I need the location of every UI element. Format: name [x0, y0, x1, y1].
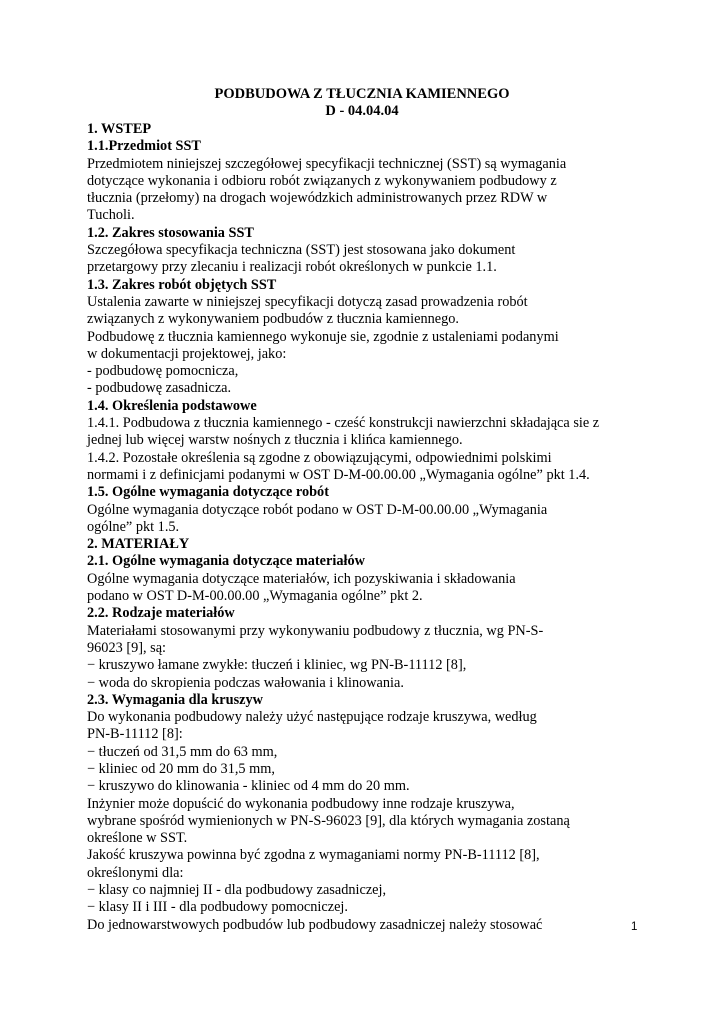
body-text-line: ogólne” pkt 1.5.: [87, 518, 180, 535]
body-text-line: - podbudowę zasadnicza.: [87, 380, 232, 397]
body-text-line: jednej lub więcej warstw nośnych z tłucznia i klińca kamiennego.: [87, 432, 463, 449]
document-title: PODBUDOWA Z TŁUCZNIA KAMIENNEGO: [214, 86, 510, 102]
body-text-line: Ogólne wymagania dotyczące materiałów, ich pozyskiwania i składowania: [87, 570, 516, 587]
body-text-line: Inżynier może dopuścić do wykonania podbudowy inne rodzaje kruszywa,: [87, 795, 515, 812]
body-text-line: Jakość kruszywa powinna być zgodna z wymaganiami normy PN-B-11112 [8],: [87, 847, 540, 864]
section-heading: 1. WSTEP: [87, 121, 152, 137]
body-text-line: Szczegółowa specyfikacja techniczna (SST) jest stosowana jako dokument: [87, 242, 516, 259]
page-number: 1: [631, 921, 638, 933]
body-text-line: tłucznia (przełomy) na drogach wojewódzkich administrowanych przez RDW w: [87, 190, 548, 207]
body-text-line: Do wykonania podbudowy należy użyć następujące rodzaje kruszywa, według: [87, 709, 537, 726]
body-text-line: Podbudowę z tłucznia kamiennego wykonuje sie, zgodnie z ustaleniami podanymi: [87, 328, 559, 345]
section-heading: 2.2. Rodzaje materiałów: [87, 605, 235, 622]
document-code: D - 04.04.04: [325, 103, 399, 120]
body-text-line: − kruszywo łamane zwykłe: tłuczeń i kliniec, wg PN-B-11112 [8],: [87, 657, 467, 674]
body-text-line: 1.4.2. Pozostałe określenia są zgodne z obowiązującymi, odpowiednimi polskimi: [87, 449, 552, 466]
body-text-line: Ustalenia zawarte w niniejszej specyfikacji dotyczą zasad prowadzenia robót: [87, 293, 528, 310]
section-heading: 2.3. Wymagania dla kruszyw: [87, 691, 263, 708]
body-text-line: Materiałami stosowanymi przy wykonywaniu podbudowy z tłucznia, wg PN-S-: [87, 622, 544, 639]
section-heading: 1.5. Ogólne wymagania dotyczące robót: [87, 484, 329, 501]
body-text-line: normami i z definicjami podanymi w OST D-M-00.00.00 „Wymagania ogólne” pkt 1.4.: [87, 466, 590, 483]
section-heading: 2. MATERIAŁY: [87, 536, 190, 553]
title-block: [0, 86, 724, 121]
body-text-line: w dokumentacji projektowej, jako:: [87, 345, 287, 362]
body-text-line: dotyczące wykonania i odbioru robót związanych z wykonywaniem podbudowy z: [87, 172, 557, 189]
section-heading: 1.1.Przedmiot SST: [87, 138, 201, 155]
document-body: [87, 121, 627, 934]
body-text-line: związanych z wykonywaniem podbudów z tłucznia kamiennego.: [87, 311, 459, 328]
body-text-line: przetargowy przy zlecaniu i realizacji robót określonych w punkcie 1.1.: [87, 259, 497, 276]
section-heading: 2.1. Ogólne wymagania dotyczące materiałów: [87, 553, 365, 570]
body-text-line: − klasy II i III - dla podbudowy pomocniczej.: [87, 899, 348, 916]
body-text-line: 1.4.1. Podbudowa z tłucznia kamiennego - cześć konstrukcji nawierzchni składająca sie z: [87, 415, 600, 432]
body-text-line: - podbudowę pomocnicza,: [87, 363, 239, 380]
body-text-line: określone w SST.: [87, 830, 188, 847]
body-text-line: − klasy co najmniej II - dla podbudowy zasadniczej,: [87, 882, 387, 899]
body-text-line: Do jednowarstwowych podbudów lub podbudowy zasadniczej należy stosować: [87, 916, 543, 933]
section-heading: 1.3. Zakres robót objętych SST: [87, 276, 277, 293]
body-text-line: Tucholi.: [87, 207, 135, 224]
body-text-line: − tłuczeń od 31,5 mm do 63 mm,: [87, 743, 278, 760]
body-text-line: określonymi dla:: [87, 864, 184, 881]
body-text-line: − woda do skropienia podczas wałowania i klinowania.: [87, 674, 404, 691]
body-text-line: − kliniec od 20 mm do 31,5 mm,: [87, 760, 275, 777]
body-text-line: − kruszywo do klinowania - kliniec od 4 mm do 20 mm.: [87, 778, 410, 795]
body-text-line: Przedmiotem niniejszej szczegółowej specyfikacji technicznej (SST) są wymagania: [87, 155, 567, 172]
body-text-line: podano w OST D-M-00.00.00 „Wymagania ogólne” pkt 2.: [87, 588, 423, 605]
body-text-line: Ogólne wymagania dotyczące robót podano w OST D-M-00.00.00 „Wymagania: [87, 501, 548, 518]
section-heading: 1.4. Określenia podstawowe: [87, 397, 257, 414]
body-text-line: PN-B-11112 [8]:: [87, 726, 183, 743]
body-text-line: wybrane spośród wymienionych w PN-S-96023 [9], dla których wymagania zostaną: [87, 812, 570, 829]
section-heading: 1.2. Zakres stosowania SST: [87, 224, 254, 241]
body-text-line: 96023 [9], są:: [87, 639, 167, 656]
